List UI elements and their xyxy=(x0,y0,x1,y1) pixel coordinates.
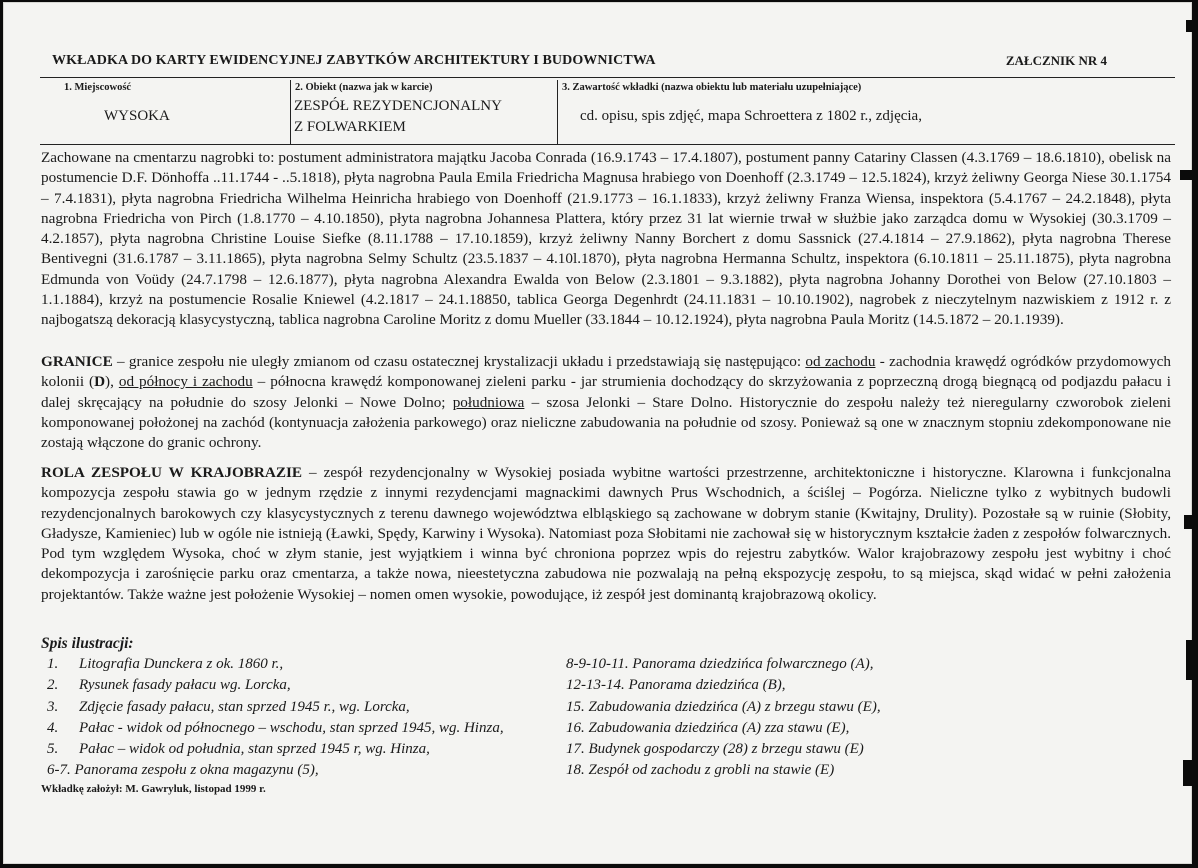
document-header xyxy=(40,53,1175,78)
field-object-label: 2. Obiekt (nazwa jak w karcie) xyxy=(295,82,433,93)
scan-artifact xyxy=(1180,170,1198,180)
illustrations-list-right xyxy=(566,654,881,782)
field-locality xyxy=(60,80,290,144)
field-object-value-line1: ZESPÓŁ REZYDENCJONALNY xyxy=(294,98,502,114)
illustration-item: 12-13-14. Panorama dziedzińca (B), xyxy=(566,677,786,694)
illustrations-list-left xyxy=(47,654,504,782)
document-title: WKŁADKA DO KARTY EWIDENCYJNEJ ZABYTKÓW ARCHITEKTURY I BUDOWNICTWA xyxy=(52,53,656,68)
scan-artifact xyxy=(1186,20,1198,32)
landscape-role-heading: ROLA ZESPOŁU W KRAJOBRAZIE xyxy=(41,464,303,481)
illustration-item: 6-7. Panorama zespołu z okna magazynu (5), xyxy=(47,762,319,779)
boundary-north-west: od północy i zachodu xyxy=(118,373,253,391)
landscape-role-paragraph: ROLA ZESPOŁU W KRAJOBRAZIE – zespół rezydencjonalny w Wysokiej posiada wybitne wartości przestrzenne, architektoniczne i historyczne. Klarowna i funkcjonalna kompozycja zespołu stawia go w jednym rzędzie z innymi rezydencjami magnackimi dawnych Prus Wschodnich, a ściślej – Pogórza. Nieliczne tylko z wybitnych budowli rezydencjonalnych barokowych czy klasycystycznych z terenu dawnego województwa elbląskiego są zachowane w dobrym stanie (Kwitajny, Drulity). Pozostałe są w ruinie (Słobity, Gładysze, Kamieniec) lub w ogóle nie istnieją (Ławki, Spędy, Karwiny i Wysoka). Natomiast poza Słobitami nie zachował się w historycznym kształcie żaden z zespołów folwarcznych. Pod tym względem Wysoka, choć w złym stanie, jest wyjątkiem i winna być chroniona poprzez wpis do rejestru zabytków. Walor krajobrazowy zespołu jest wybitny i choć dekompozycja i zarośnięcie parku oraz cmentarza, a także nowa, nieestetyczna zabudowa nie pozwalają na pełną ekspozycję zespołu, to są miejsca, skąd widać w pełni założenia projektantów. Także ważne jest położenie Wysokiej – nomen omen wysokie, powodujące, iż zespół jest dominantą krajobrazową okolicy. xyxy=(41,464,1172,603)
illustration-item: 16. Zabudowania dziedzińca (A) zza stawu (E), xyxy=(566,719,850,736)
field-locality-label: 1. Miejscowość xyxy=(64,82,132,93)
illustration-item: 2. Rysunek fasady pałacu wg. Lorcka, xyxy=(47,677,291,694)
field-locality-value: WYSOKA xyxy=(104,108,170,124)
scan-artifact xyxy=(1184,515,1198,529)
annex-number: ZAŁCZNIK NR 4 xyxy=(1005,53,1107,68)
scan-artifact xyxy=(1183,760,1198,786)
illustration-item: 5. Pałac – widok od południa, stan sprzed 1945 r, wg. Hinza, xyxy=(47,741,430,758)
illustration-item: 17. Budynek gospodarczy (28) z brzegu stawu (E) xyxy=(566,741,864,758)
field-contents-value: cd. opisu, spis zdjęć, mapa Schroettera z 1802 r., zdjęcia, xyxy=(580,108,922,124)
illustrations-list-title: Spis ilustracji: xyxy=(41,635,134,652)
graves-paragraph: Zachowane na cmentarzu nagrobki to: postument administratora majątku Jacoba Conrada (16.9.1743 – 17.4.1807), postument panny Catariny Classen (4.3.1769 – 18.6.1810), obelisk na postumencie D.F. Dönhoffa ..11.1744 - ..5.1818), płyta nagrobna Paula Emila Friedricha Magnusa hrabiego von Doenhoff (2.3.1749 – 12.5.1824), krzyż żeliwny Georga Niese 30.1.1754 – 7.4.1831), płyta nagrobna Friedricha Wilhelma Heinricha hrabiego von Doenhoff (21.9.1773 – 16.1.1833), krzyż żeliwny Franza Wiensa, inspektora (5.4.1767 – 24.2.1848), płyta nagrobna Friedricha von Pirch (1.8.1770 – 4.10.1850), płyta nagrobna Johannesa Plattera, który przez 31 lat wiernie trwał w służbie jako zarządca domu w Wysokiej (30.3.1709 – 4.2.1857), płyta nagrobna Christine Louise Siefke (8.11.1788 – 17.10.1859), krzyż żeliwny Nanny Borchert z domu Sassnick (27.4.1814 – 27.9.1862), płyta nagrobna Therese Bentivegni (31.6.1787 – 3.11.1865), płyta nagrobna Selmy Schultz (23.5.1837 – 4.10l.1870), płyta nagrobna Hermanna Schultz, inspektora (6.10.1811 – 25.11.1875), płyta nagrobna Edmunda von Voüdy (24.7.1798 – 12.6.1877), płyta nagrobna Alexandra Ewalda von Below (2.3.1801 – 9.3.1882), płyta nagrobna Johanny Dorothei von Below (27.10.1803 – 1.1.1884), krzyż na postumencie Rosalie Kniewel (4.2.1817 – 24.1.18850, tablica Georga Degenhrdt (24.11.1831 – 10.10.1902), nagrobek z nieczytelnym nazwiskiem z 1912 r. z najbogatszą dekoracją klasycystyczną, tablica nagrobna Caroline Moritz z domu Mueller (33.1844 – 10.12.1924), płyta nagrobna Paula Moritz (14.5.1872 – 20.1.1939). xyxy=(41,149,1171,329)
illustration-item: 15. Zabudowania dziedzińca (A) z brzegu stawu (E), xyxy=(566,698,881,715)
illustration-item: 18. Zespół od zachodu z grobli na stawie (E) xyxy=(566,762,835,779)
field-contents-label: 3. Zawartość wkładki (nazwa obiektu lub materiału uzupełniające) xyxy=(562,82,862,93)
document-footer: Wkładkę założył: M. Gawryluk, listopad 1999 r. xyxy=(41,783,266,795)
document-page xyxy=(3,2,1192,864)
form-fields xyxy=(40,80,1175,145)
boundaries-heading: GRANICE xyxy=(41,353,113,370)
scan-artifact xyxy=(1186,640,1198,680)
illustration-item: 8-9-10-11. Panorama dziedzińca folwarcznego (A), xyxy=(566,656,874,672)
boundary-west: od zachodu xyxy=(805,353,876,370)
illustration-item: 3. Zdjęcie fasady pałacu, stan sprzed 1945 r., wg. Lorcka, xyxy=(47,698,410,715)
field-contents xyxy=(557,80,1176,144)
boundaries-paragraph: GRANICE – granice zespołu nie uległy zmianom od czasu ostatecznej krystalizacji układu i przedstawiają się następująco: od zachodu - zachodnia krawędź ogródków przydomowych kolonii (D), od północy i zachodu – północna krawędź komponowanej zieleni parku - jar strumienia dochodzący do skrzyżowania z poprzeczną drogą biegnącą od podjazdu pałacu i dalej skręcający na południe do szosy Jelonki – Nowe Dolno; południowa – szosa Jelonki – Stare Dolno. Historycznie do zespołu należy też nieregularny czworobok zieleni komponowanej położonej na zachód (kontynuacja założenia parkowego) oraz nieliczne zabudowania na południe od szosy. Ponieważ są one w znacznym stopniu zdekomponowane nie zostają włączone do granic ochrony. xyxy=(41,353,1171,452)
field-object-value-line2: Z FOLWARKIEM xyxy=(294,119,406,135)
illustration-item: 4. Pałac - widok od północnego – wschodu, stan sprzed 1945, wg. Hinza, xyxy=(47,719,504,736)
boundary-south: południowa xyxy=(452,393,525,411)
field-object xyxy=(290,80,558,144)
illustration-item: 1. Litografia Dunckera z ok. 1860 r., xyxy=(47,656,284,672)
